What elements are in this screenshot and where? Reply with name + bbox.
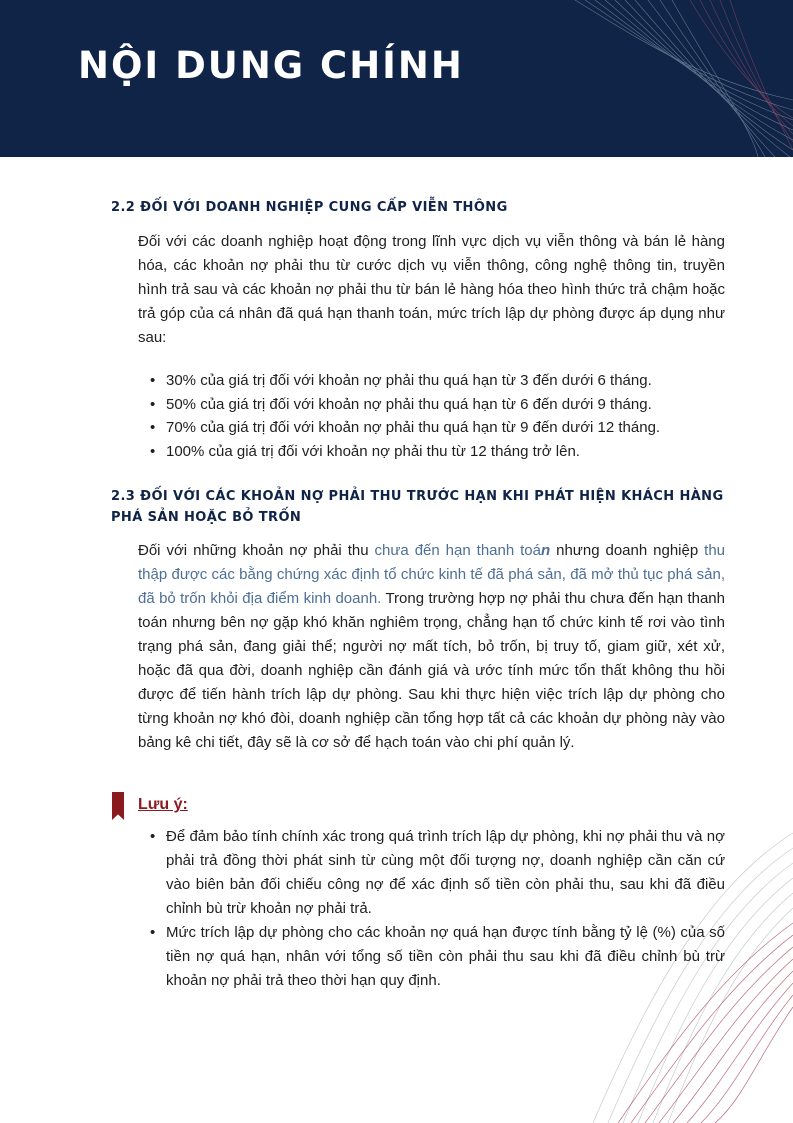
- note-bullet-list: [150, 825, 725, 993]
- header-banner: [0, 0, 793, 157]
- list-item: • 70% của giá trị đối với khoản nợ phải thu quá hạn từ 9 đến dưới 12 tháng.: [150, 416, 730, 440]
- paragraph-text: Trong trường hợp nợ phải thu chưa đến hạn thanh toán nhưng bên nợ gặp khó khăn nghiêm trọng, chẳng hạn tổ chức kinh tế rơi vào tình trạng phá sản, đang giải thể; người nợ mất tích, bỏ trốn, bị truy tố, giam giữ, xét xử, hoặc đã qua đời, doanh nghiệp cần đánh giá và ước tính mức tổn thất không thu hồi được để tiến hành trích lập dự phòng. Sau khi thực hiện việc trích lập dự phòng cho từng khoản nợ khó đòi, doanh nghiệp cần tổng hợp tất cả các khoản dự phòng này vào bảng kê chi tiết, đây sẽ là cơ sở để hạch toán vào chi phí quản lý.: [138, 590, 725, 751]
- list-item: • 50% của giá trị đối với khoản nợ phải thu quá hạn từ 6 đến dưới 9 tháng.: [150, 393, 730, 417]
- list-item: • 100% của giá trị đối với khoản nợ phải thu từ 12 tháng trở lên.: [150, 440, 730, 464]
- section-2-3-heading: 2.3 ĐỐI VỚI CÁC KHOẢN NỢ PHẢI THU TRƯỚC HẠN KHI PHÁT HIỆN KHÁCH HÀNG PHÁ SẢN HOẶC BỎ TRỐN: [111, 489, 724, 525]
- list-item: • 30% của giá trị đối với khoản nợ phải thu quá hạn từ 3 đến dưới 6 tháng.: [150, 369, 730, 393]
- paragraph-text: nhưng doanh nghiệp: [550, 542, 705, 559]
- highlighted-text: chưa đến hạn thanh toá: [374, 542, 541, 559]
- paragraph-text: Đối với những khoản nợ phải thu: [138, 542, 375, 559]
- list-item: • Để đảm bảo tính chính xác trong quá trình trích lập dự phòng, khi nợ phải thu và nợ phải trả đồng thời phát sinh từ cùng một đối tượng nợ, doanh nghiệp cần căn cứ vào biên bản đối chiếu công nợ để xác định số tiền còn phải thu, sau khi đã điều chỉnh bù trừ khoản nợ phải trả.: [150, 825, 725, 921]
- highlighted-text: thu thập được các bằng chứng xác định tổ chức kinh tế đã phá sản, đã mở thủ tục phá sản, đã bỏ trốn khỏi địa điểm kinh doanh.: [138, 542, 726, 607]
- section-2-2-heading: 2.2 ĐỐI VỚI DOANH NGHIỆP CUNG CẤP VIỄN THÔNG: [111, 200, 508, 215]
- section-2-2-bullet-list: [150, 369, 730, 463]
- bookmark-icon: [112, 792, 124, 820]
- list-item: • Mức trích lập dự phòng cho các khoản nợ quá hạn được tính bằng tỷ lệ (%) của số tiền nợ quá hạn, nhân với tổng số tiền còn phải thu sau khi đã điều chỉnh bù trừ khoản nợ phải trả theo thời hạn quy định.: [150, 921, 725, 993]
- highlighted-text-end: n: [541, 542, 551, 559]
- section-2-2-paragraph: Đối với các doanh nghiệp hoạt động trong lĩnh vực dịch vụ viễn thông và bán lẻ hàng hóa, các khoản nợ phải thu từ cước dịch vụ viễn thông, công nghệ thông tin, truyền hình trả sau và các khoản nợ phải thu từ bán lẻ hàng hóa theo hình thức trả chậm hoặc trả góp của cá nhân đã quá hạn thanh toán, mức trích lập dự phòng được áp dụng như sau:: [138, 233, 725, 346]
- section-2-3-paragraph: [138, 539, 725, 755]
- note-label: Lưu ý:: [138, 796, 188, 813]
- page-title: NỘI DUNG CHÍNH: [78, 44, 464, 87]
